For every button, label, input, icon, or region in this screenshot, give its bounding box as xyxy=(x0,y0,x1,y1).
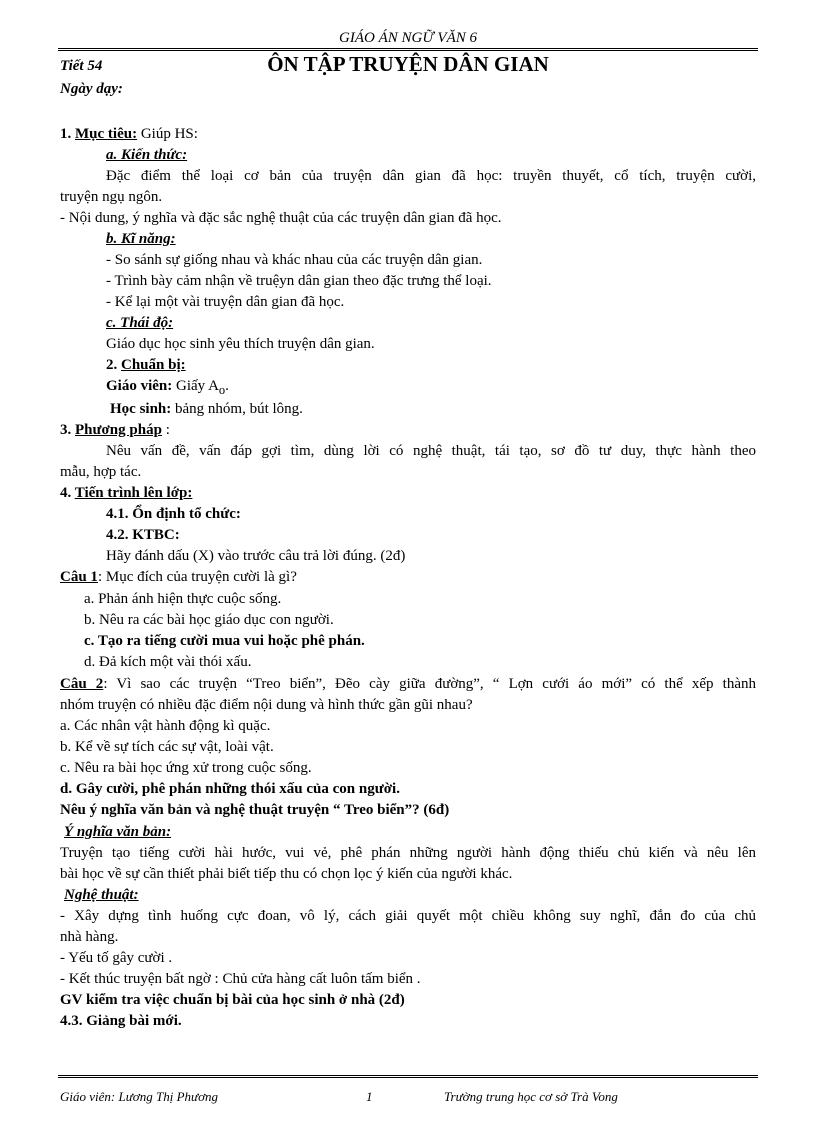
running-header-title: GIÁO ÁN NGỮ VĂN 6 xyxy=(339,30,477,46)
homework-check: GV kiểm tra việc chuẩn bị bài của học sinh ở nhà (2đ) xyxy=(60,992,405,1008)
question-2-cont: nhóm truyện có nhiều đặc điểm nội dung và hình thức gần gũi nhau? xyxy=(60,697,473,713)
skills-item: - Kể lại một vài truyện dân gian đã học. xyxy=(106,294,345,310)
art-item: - Yếu tố gây cười . xyxy=(60,950,173,966)
question-2-option: c. Nêu ra bài học ứng xử trong cuộc sống. xyxy=(60,760,312,776)
skills-item: - Trình bày cảm nhận về truệyn dân gian theo đặc trưng thể loại. xyxy=(106,273,492,289)
question-2: Câu 2: Vì sao các truyện “Treo biển”, Đẽo cày giữa đường”, “ Lợn cưới áo mới” có thể xếp thành xyxy=(60,676,756,692)
meaning-heading: Ý nghĩa văn bản: xyxy=(64,824,172,840)
header-divider xyxy=(58,48,758,51)
question-1-option-correct: c. Tạo ra tiếng cười mua vui hoặc phê phán. xyxy=(84,633,365,649)
teacher-prep: Giáo viên: Giấy $A_o$. xyxy=(106,378,229,397)
art-item: - Kết thúc truyện bất ngờ : Chủ cửa hàng cất luôn tấm biển . xyxy=(60,971,421,987)
attitude-heading: c. Thái độ: xyxy=(106,315,174,331)
knowledge-text-cont: truyện ngụ ngôn. xyxy=(60,189,163,205)
methods-text-cont: mẫu, hợp tác. xyxy=(60,464,142,480)
question-3: Nêu ý nghĩa văn bản và nghệ thuật truyện “ Treo biển”? (6đ) xyxy=(60,802,450,818)
skills-heading: b. Kĩ năng: xyxy=(106,231,176,247)
section-3-heading: 3. Phương pháp : xyxy=(60,422,170,438)
knowledge-text: Đặc điểm thể loại cơ bản của truyện dân gian đã học: truyền thuyết, cổ tích, truyện cười, xyxy=(106,168,756,184)
section-4-3: 4.3. Giảng bài mới. xyxy=(60,1013,182,1029)
question-1-option: d. Đả kích một vài thói xấu. xyxy=(84,654,252,670)
student-prep: Học sinh: bảng nhóm, bút lông. xyxy=(110,401,303,417)
methods-text: Nêu vấn đề, vấn đáp gợi tìm, dùng lời có nghệ thuật, tái tạo, sơ đồ tư duy, thực hành theo xyxy=(106,443,756,459)
question-1: Câu 1: Mục đích của truyện cười là gì? xyxy=(60,569,297,585)
skills-item: - So sánh sự giống nhau và khác nhau của các truyện dân gian. xyxy=(106,252,483,268)
section-4-heading: 4. Tiến trình lên lớp: xyxy=(60,485,193,501)
section-4-2: 4.2. KTBC: xyxy=(106,527,180,543)
question-2-option: a. Các nhân vật hành động kì quặc. xyxy=(60,718,271,734)
quiz-instruction: Hãy đánh dấu (X) vào trước câu trả lời đúng. (2đ) xyxy=(106,548,406,564)
footer-page-number: 1 xyxy=(366,1089,373,1104)
section-1-heading: 1. Mục tiêu: Giúp HS: xyxy=(60,126,198,142)
footer-school: Trường trung học cơ sở Trà Vong xyxy=(444,1089,618,1104)
question-2-option: b. Kể về sự tích các sự vật, loài vật. xyxy=(60,739,274,755)
date-label: Ngày dạy: xyxy=(60,81,123,97)
meaning-text-cont: bài học về sự cần thiết phải biết tiếp thu có chọn lọc ý kiến của người khác. xyxy=(60,866,513,882)
question-2-option-correct: d. Gây cười, phê phán những thói xấu của con người. xyxy=(60,781,400,797)
art-item: - Xây dựng tình huống cực đoan, vô lý, cách giải quyết một chiều không suy nghĩ, đắn đo của chủ xyxy=(60,908,756,924)
knowledge-item: - Nội dung, ý nghĩa và đặc sắc nghệ thuật của các truyện dân gian đã học. xyxy=(60,210,502,226)
footer-teacher: Giáo viên: Lương Thị Phương xyxy=(60,1089,219,1104)
attitude-text: Giáo dục học sinh yêu thích truyện dân gian. xyxy=(106,336,375,352)
page-title: ÔN TẬP TRUYỆN DÂN GIAN xyxy=(267,52,549,76)
art-heading: Nghệ thuật: xyxy=(64,887,139,903)
meaning-text: Truyện tạo tiếng cười hài hước, vui vẻ, phê phán những người hành động thiếu chủ kiến và nêu lên xyxy=(60,845,756,861)
section-4-1: 4.1. Ổn định tổ chức: xyxy=(106,506,241,522)
lesson-number: Tiết 54 xyxy=(60,58,103,74)
knowledge-heading: a. Kiến thức: xyxy=(106,147,188,163)
question-1-option: a. Phản ánh hiện thực cuộc sống. xyxy=(84,591,282,607)
art-item-cont: nhà hàng. xyxy=(60,929,119,945)
section-2-heading: 2. Chuẩn bị: xyxy=(106,357,186,373)
footer-divider xyxy=(58,1075,758,1078)
question-1-option: b. Nêu ra các bài học giáo dục con người. xyxy=(84,612,334,628)
